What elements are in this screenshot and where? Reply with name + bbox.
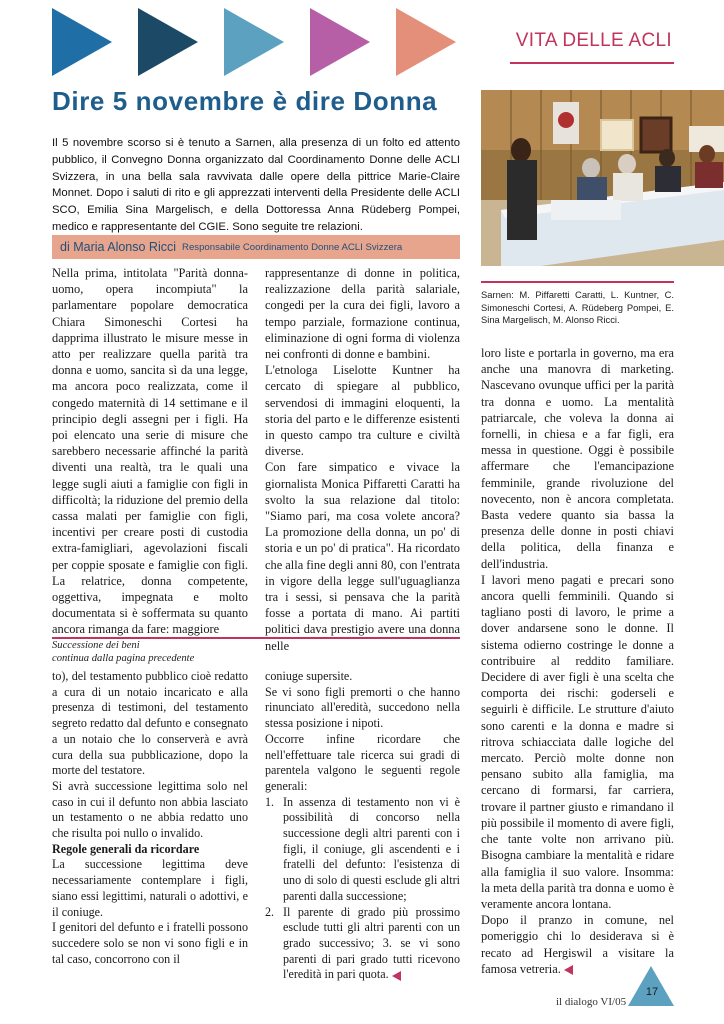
box-subheading: Regole generali da ricordare: [52, 841, 200, 856]
box-column-2-paragraph-3: Occorre infine ricordare che nell'effettuare tale ricerca sui gradi di parentela valgono le seguenti regole generali:: [265, 731, 460, 793]
box-rule: [52, 637, 460, 639]
rules-list: [265, 795, 460, 983]
column-3-closing-text: Dopo il pranzo in comune, nel pomeriggio chi lo desiderava si è recato ad Hergiswil a visitare la famosa vetreria.: [481, 913, 674, 976]
column-1-text: Nella prima, intitolata "Parità donna-uomo, opera incompiuta" la parlamentare popolare democratica Chiara Simoneschi Cortesi ha dapprima illustrato le misure messe in atto per realizzare quella parità tra donna e uomo, sancita sì da una legge, ma ancora poco realizzata, come il congedo maternità di 14 settimane e il principio degli assegni per i figli. Ha poi elencato una serie di misure che sarebbero necessarie affinché la parità diventi una realtà, tra le quali una legge sugli aiuti a famiglie con figli in difficoltà; la riduzione del premio della cassa malati per famiglie con figli, incentivi per creare posti di custodia extra-famigliari, agevolazioni fiscali per coppie sposate e famiglie con figli. La relatrice, donna competente, oggettiva, impegnata e molto documentata si è soffermata su quanto ancora rimanga da fare: maggiore: [52, 266, 248, 637]
rule-text: Il parente di grado più prossimo esclude tutti gli altri parenti con un grado successivo; 3. se vi sono parenti di pari grado tutti ricevono l'eredità in pari quota.: [283, 904, 460, 982]
article-column-2: [265, 265, 460, 654]
end-of-article-icon: [564, 965, 573, 975]
rule-item: [265, 795, 460, 905]
rule-number: 1.: [265, 794, 275, 809]
header-rule: [510, 62, 674, 64]
caption-rule: [481, 281, 674, 283]
author-name: di Maria Alonso Ricci: [60, 240, 177, 254]
header-triangle-1: [52, 8, 112, 76]
box-heading-title: Successione dei beni: [52, 640, 140, 651]
header-triangle-4: [310, 8, 370, 76]
photo-caption: Sarnen: M. Piffaretti Caratti, L. Kuntner, C. Simoneschi Cortesi, A. Rüdeberg Pompei, E. Sina Margelisch, M. Alonso Ricci.: [481, 289, 674, 326]
box-column-2-paragraph-1: coniuge supersite.: [265, 669, 353, 683]
box-column-1: [52, 669, 248, 967]
header-triangle-3: [224, 8, 284, 76]
box-column-1-paragraph-3: La successione legittima deve necessariamente contemplare i figli, siano essi legittimi, naturali o adottivi, e il coniuge.: [52, 857, 248, 919]
rule-text: In assenza di testamento non vi è possibilità di concorso nella successione degli altri parenti con i figli, il coniuge, gli ascendenti e i fratelli del defunto: l'esistenza di uno di solo di questi esclude gli altri parenti dalla successione;: [283, 794, 460, 903]
box-column-2-paragraph-2: Se vi sono figli premorti o che hanno rinunciato all'eredità, succedono nella stessa posizione i nipoti.: [265, 684, 460, 731]
column-2-paragraph-2: L'etnologa Liselotte Kuntner ha cercato di spiegare al pubblico, servendosi di immagini eloquenti, la storia del parto e le differenze esistenti in questo campo tra culture e civiltà diverse.: [265, 363, 460, 459]
conference-photo-graphic: [481, 90, 724, 266]
page-number: 17: [645, 986, 659, 998]
article-lead: Il 5 novembre scorso si è tenuto a Sarnen, alla presenza di un folto ed attento pubblico, il Convegno Donna organizzato dal Coordinamento Donne delle ACLI Svizzera, in una bella sala ravvivata dalle opere della pittrice Marie-Claire Monnet. Dopo i saluti di rito e gli apprezzati interventi della Presidente delle ACLI SCO, Emilia Sina Margelisch, e della Dottoressa Anna Rüdeberg Pompei, medico e rappresentante del CGIE. Sono seguite tre relazioni.: [52, 137, 460, 233]
section-label: VITA DELLE ACLI: [515, 30, 672, 51]
header-triangle-5: [396, 8, 456, 76]
article-column-1: [52, 265, 248, 638]
rule-item: [265, 905, 460, 984]
article-column-3: [481, 345, 674, 977]
rule-number: 2.: [265, 904, 275, 919]
box-column-2: [265, 669, 460, 983]
author-role: Responsabile Coordinamento Donne ACLI Svizzera: [182, 241, 403, 253]
box-column-1-paragraph-2: Si avrà successione legittima solo nel caso in cui il defunto non abbia lasciato un testamento o ne abbia redatto uno che risulta poi nullo o invalido.: [52, 778, 248, 841]
column-3-paragraph-2: I lavori meno pagati e precari sono ancora quelli femminili. Quando si tagliano posti di lavoro, le prime a dover andarsene sono le donne. Il sistema odierno costringe le donne a contribuire al reddito familiare. Decidere di aver figli è una scelta che comporta dei rischi: goderseli e seguirli è difficile. Le strutture d'aiuto sono carenti e la donna e madre si ritrova schiacciata dalle logiche del mercato. Perciò molte donne non pensano subito alla famiglia, ma cercano di formarsi, far carriera, trovare il partner giusto e rimandano il più possibile il momento di avere figli, che tante volte non arrivano più. Bisogna cambiare la mentalità e ridare alla famiglia il suo valore. Insomma: la meta della parità tra donna e uomo è veramente ancora lontana.: [481, 572, 674, 911]
header-triangle-2: [138, 8, 198, 76]
box-column-1-paragraph-1: to), del testamento pubblico cioè redatto a cura di un notaio incaricato e alla presenza di testimoni, del testamento segreto redatto dal defunto e consegnato a un notaio che lo conserverà e avrà cura della sua pubblicazione, dopo la morte del testatore.: [52, 669, 248, 778]
box-heading-continued: continua dalla pagina precedente: [52, 652, 195, 664]
end-of-box-icon: [392, 971, 401, 981]
column-2-paragraph-1: rappresentanze di donne in politica, realizzazione della parità salariale, congedi per la cura dei figli, lavoro a tempo parziale, formazione continua, eliminazione di ogni forma di violenza nei confronti di donne e bambini.: [265, 266, 460, 362]
magazine-issue: il dialogo VI/05: [556, 996, 627, 1008]
author-bar: [52, 235, 460, 259]
column-2-paragraph-3: Con fare simpatico e vivace la giornalista Monica Piffaretti Caratti ha svolto la sua relazione dal titolo: "Siamo pari, ma cosa volete ancora? La promozione della donna, un po' di storia e un po' di pratica". Ha ricordato che alla fine degli anni 80, con l'entrata in vigore della legge sull'uguaglianza tra i sessi, si pensava che la parità fosse a portata di mano. Ai partiti politici dava prestigio avere una donna nelle: [265, 460, 460, 653]
column-3-paragraph-1: loro liste e portarla in governo, ma era anche una manovra di marketing. Nascevano ovunque uffici per la parità tra donna e uomo. La mentalità patriarcale, che voleva la donna ai fornelli, in chiesa e a far figli, era messa in questione. Oggi è possibile affermare che l'emancipazione femminile, grande rivoluzione del novecento, non è ancora completata. Basta vedere quanto sia bassa la presenza delle donne in posti chiavi della politica, della finanza e dell'industria.: [481, 346, 674, 571]
box-column-1-paragraph-4: I genitori del defunto e i fratelli possono succedere solo se non vi sono figli e in tal caso, concorrono con il: [52, 920, 248, 966]
box-heading: [52, 640, 460, 665]
article-title: Dire 5 novembre è dire Donna: [52, 86, 438, 116]
conference-photo: [481, 90, 724, 266]
